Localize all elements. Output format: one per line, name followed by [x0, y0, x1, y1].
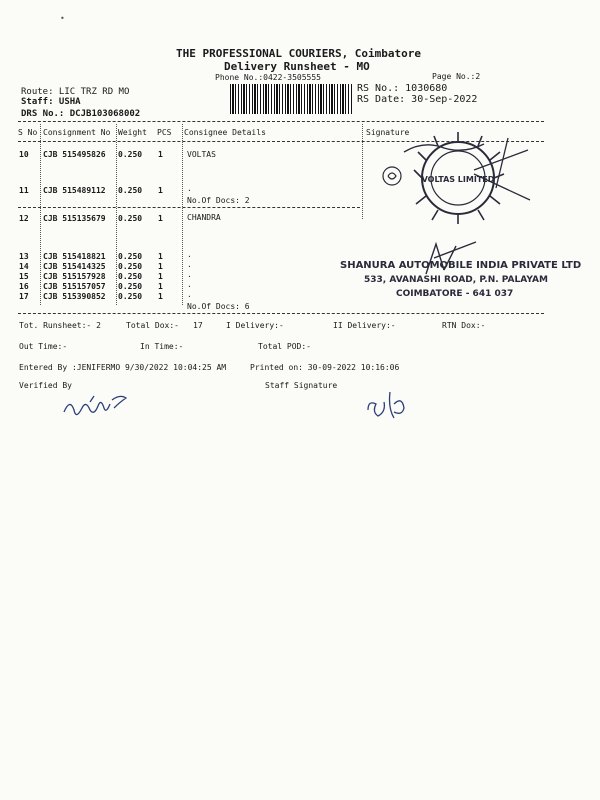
- row-sno: 16: [19, 282, 29, 291]
- scan-speck: •: [60, 14, 65, 23]
- total-runsheet: Tot. Runsheet:- 2: [19, 321, 101, 330]
- row-consignment: CJB 515414325: [43, 262, 106, 271]
- col-signature: Signature: [366, 128, 410, 137]
- row-sno: 11: [19, 186, 29, 195]
- phone-number: Phone No.:0422-3505555: [215, 73, 321, 82]
- col-divider: [116, 124, 117, 305]
- col-weight: Weight: [118, 128, 147, 137]
- stamp-address: 533, AVANASHI ROAD, P.N. PALAYAM: [364, 275, 548, 285]
- group-divider: [18, 207, 360, 208]
- total-dox-value: 17: [193, 321, 203, 330]
- row-weight: 0.250: [118, 272, 143, 281]
- stamp-city: COIMBATORE - 641 037: [396, 289, 514, 299]
- row-details: .: [187, 260, 192, 269]
- col-consignment: Consignment No: [43, 128, 111, 137]
- row-pcs: 1: [158, 272, 163, 281]
- col-divider: [40, 124, 41, 305]
- i-delivery: I Delivery:-: [226, 321, 284, 330]
- col-pcs: PCS: [157, 128, 172, 137]
- stamp-company-name: SHANURA AUTOMOBILE INDIA PRIVATE LTD: [340, 260, 582, 271]
- voltas-stamp: [378, 130, 538, 230]
- row-sno: 13: [19, 252, 29, 261]
- staff: Staff: USHA: [21, 97, 81, 107]
- voltas-stamp-text: VOLTAS LIMITED: [421, 175, 495, 184]
- row-details: .: [187, 270, 192, 279]
- row-pcs: 1: [158, 150, 163, 159]
- row-details: .: [187, 184, 192, 193]
- row-consignment: CJB 515495826: [43, 150, 106, 159]
- row-details: .: [187, 280, 192, 289]
- row-consignment: CJB 515135679: [43, 214, 106, 223]
- row-sno: 14: [19, 262, 29, 271]
- row-consignment: CJB 515489112: [43, 186, 106, 195]
- staff-signature-label: Staff Signature: [265, 381, 338, 390]
- page-number: Page No.:2: [432, 72, 481, 81]
- stamp-signature-mark: [416, 240, 496, 280]
- row-weight: 0.250: [118, 252, 143, 261]
- rs-number: RS No.: 1030680: [357, 83, 448, 94]
- rs-date: RS Date: 30-Sep-2022: [357, 94, 478, 105]
- staff-signature: [362, 390, 412, 422]
- row-weight: 0.250: [118, 262, 143, 271]
- row-pcs: 1: [158, 214, 163, 223]
- row-consignment: CJB 515418821: [43, 252, 106, 261]
- out-time: Out Time:-: [19, 342, 68, 351]
- entered-by: Entered By :JENIFERMO 9/30/2022 10:04:25 AM: [19, 363, 227, 372]
- row-pcs: 1: [158, 252, 163, 261]
- header-divider-top: [18, 121, 544, 122]
- row-weight: 0.250: [118, 214, 143, 223]
- col-sno: S No: [18, 128, 38, 137]
- row-consignment: CJB 515157057: [43, 282, 106, 291]
- route: Route: LIC TRZ RD MO: [21, 87, 130, 97]
- row-pcs: 1: [158, 292, 163, 301]
- row-details: CHANDRA: [187, 213, 221, 222]
- company-name: THE PROFESSIONAL COURIERS, Coimbatore: [176, 47, 422, 60]
- row-consignment: CJB 515390852: [43, 292, 106, 301]
- row-weight: 0.250: [118, 282, 143, 291]
- row-pcs: 1: [158, 282, 163, 291]
- verified-by: Verified By: [19, 381, 72, 390]
- drs-number: DRS No.: DCJB103068002: [21, 109, 141, 119]
- row-sno: 10: [19, 150, 29, 159]
- total-dox-label: Total Dox:-: [126, 321, 179, 330]
- document-title: Delivery Runsheet - MO: [224, 60, 370, 73]
- row-weight: 0.250: [118, 186, 143, 195]
- row-pcs: 1: [158, 262, 163, 271]
- rtn-dox: RTN Dox:-: [442, 321, 486, 330]
- col-divider: [362, 124, 363, 219]
- row-details: .: [187, 250, 192, 259]
- row-weight: 0.250: [118, 292, 143, 301]
- table-bottom-divider: [18, 313, 544, 314]
- printed-on: Printed on: 30-09-2022 10:16:06: [250, 363, 400, 372]
- row-details: VOLTAS: [187, 150, 216, 159]
- company-stamp: [336, 250, 582, 310]
- docs-count: No.Of Docs: 6: [187, 302, 250, 311]
- in-time: In Time:-: [140, 342, 184, 351]
- row-sno: 12: [19, 214, 29, 223]
- row-consignment: CJB 515157928: [43, 272, 106, 281]
- barcode: [230, 84, 352, 114]
- total-pod: Total POD:-: [258, 342, 311, 351]
- row-sno: 17: [19, 292, 29, 301]
- ii-delivery: II Delivery:-: [333, 321, 396, 330]
- row-sno: 15: [19, 272, 29, 281]
- col-consignee: Consignee Details: [184, 128, 266, 137]
- row-weight: 0.250: [118, 150, 143, 159]
- docs-count: No.Of Docs: 2: [187, 196, 250, 205]
- col-divider: [182, 124, 183, 305]
- verifier-signature: [60, 392, 140, 422]
- row-pcs: 1: [158, 186, 163, 195]
- row-details: .: [187, 290, 192, 299]
